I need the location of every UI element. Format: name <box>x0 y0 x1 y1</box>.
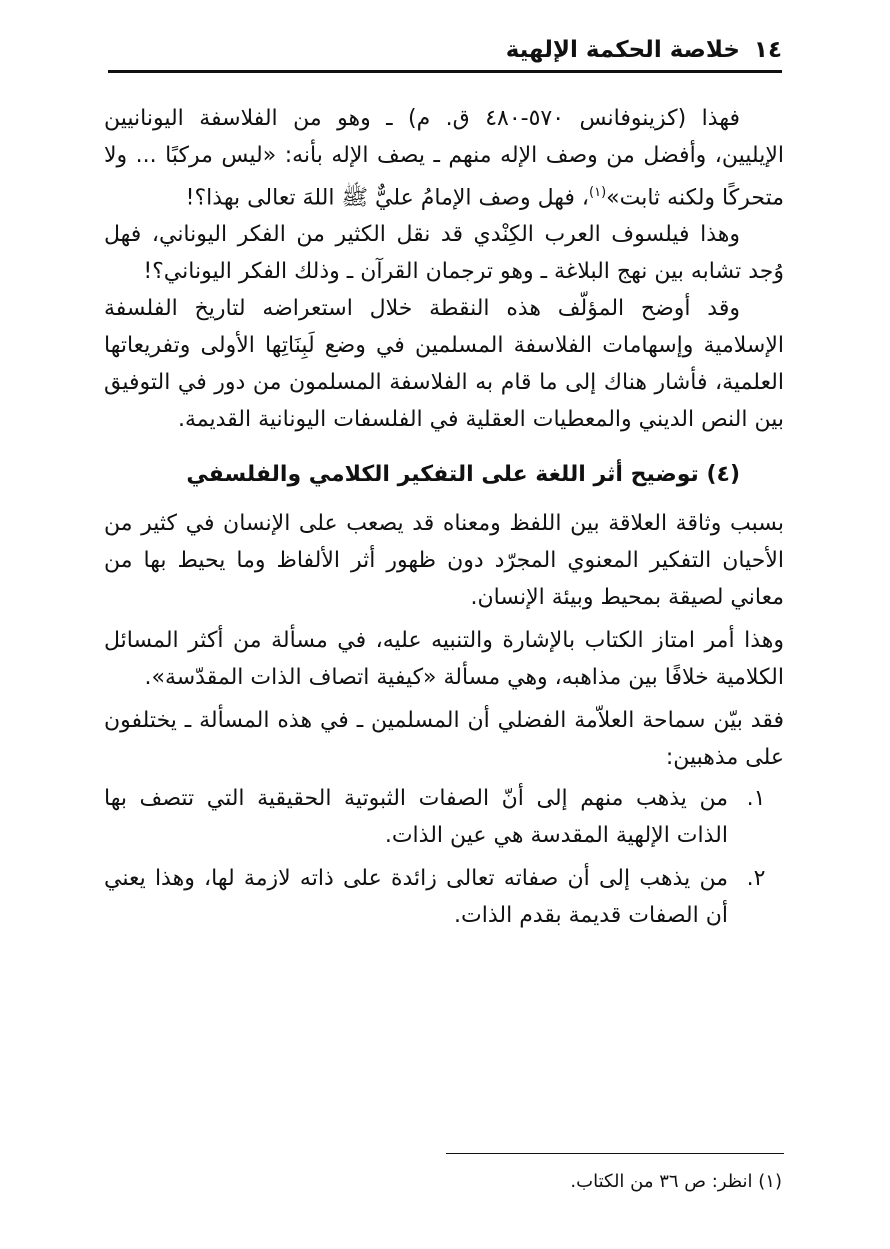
footnote-reference: (١) <box>589 185 607 200</box>
list-number: ٢. <box>746 866 766 892</box>
list-text: من يذهب إلى أن صفاته تعالى زائدة على ذاته لازمة لها، وهذا يعني أن الصفات قديمة بقدم الذات. <box>104 866 728 929</box>
paragraph-author-explanation: وقد أوضح المؤلّف هذه النقطة خلال استعراضه لتاريخ الفلسفة الإسلامية وإسهامات الفلاسفة المسلمين في وضع لَبِنَاتِها الأولى وتفريعاتها العلمية، فأشار هناك إلى ما قام به الفلاسفة المسلمون من دور في التوفيق بين النص الديني والمعطيات العقلية في الفلسفات اليونانية القديمة. <box>104 296 784 433</box>
page-body <box>104 100 784 934</box>
list-text: من يذهب منهم إلى أنّ الصفات الثبوتية الحقيقية التي تتصف بها الذات الإلهية المقدسة هي عين الذات. <box>104 786 728 849</box>
list-number: ١. <box>746 786 766 812</box>
paragraph-two-schools: فقد بيّن سماحة العلاّمة الفضلي أن المسلمين ـ في هذه المسألة ـ يختلفون على مذهبين: <box>104 708 784 771</box>
paragraph-text: فهذا (كزينوفانس ٥٧٠-٤٨٠ ق. م) ـ وهو من الفلاسفة اليونانيين الإيليين، وأفضل من وصف الإله منهم ـ يصف الإله بأنه: «ليس مركبًا ... ولا متحركًا ولكنه ثابت» <box>104 106 784 211</box>
page-number: ١٤ <box>753 37 782 63</box>
section-heading: (٤) توضيح أثر اللغة على التفكير الكلامي والفلسفي <box>186 462 740 488</box>
footnote: (١) انظر: ص ٣٦ من الكتاب. <box>570 1171 782 1192</box>
list-item <box>104 860 784 934</box>
footnote-separator <box>446 1153 784 1154</box>
running-title: خلاصة الحكمة الإلهية <box>505 37 740 63</box>
running-header <box>108 30 782 73</box>
paragraph-xenophanes <box>104 100 784 216</box>
paragraph-book-distinction: وهذا أمر امتاز الكتاب بالإشارة والتنبيه عليه، في مسألة من أكثر المسائل الكلامية خلافًا بين مذاهبه، وهي مسألة «كيفية اتصاف الذات المقدّسة». <box>104 628 784 691</box>
list-item <box>104 780 784 854</box>
paragraph-kindi: وهذا فيلسوف العرب الكِنْدي قد نقل الكثير من الفكر اليوناني، فهل وُجد تشابه بين نهج البلاغة ـ وهو ترجمان القرآن ـ وذلك الفكر اليوناني؟! <box>104 222 784 285</box>
paragraph-language-effect: بسبب وثاقة العلاقة بين اللفظ ومعناه قد يصعب على الإنسان في كثير من الأحيان التفكير المعنوي المجرّد دون ظهور أثر الألفاظ وما يحيط بها من معاني لصيقة بمحيط وبيئة الإنسان. <box>104 511 784 611</box>
paragraph-text: ، فهل وصف الإمامُ عليٌّ ﷺ اللهَ تعالى بهذا؟! <box>185 185 589 211</box>
